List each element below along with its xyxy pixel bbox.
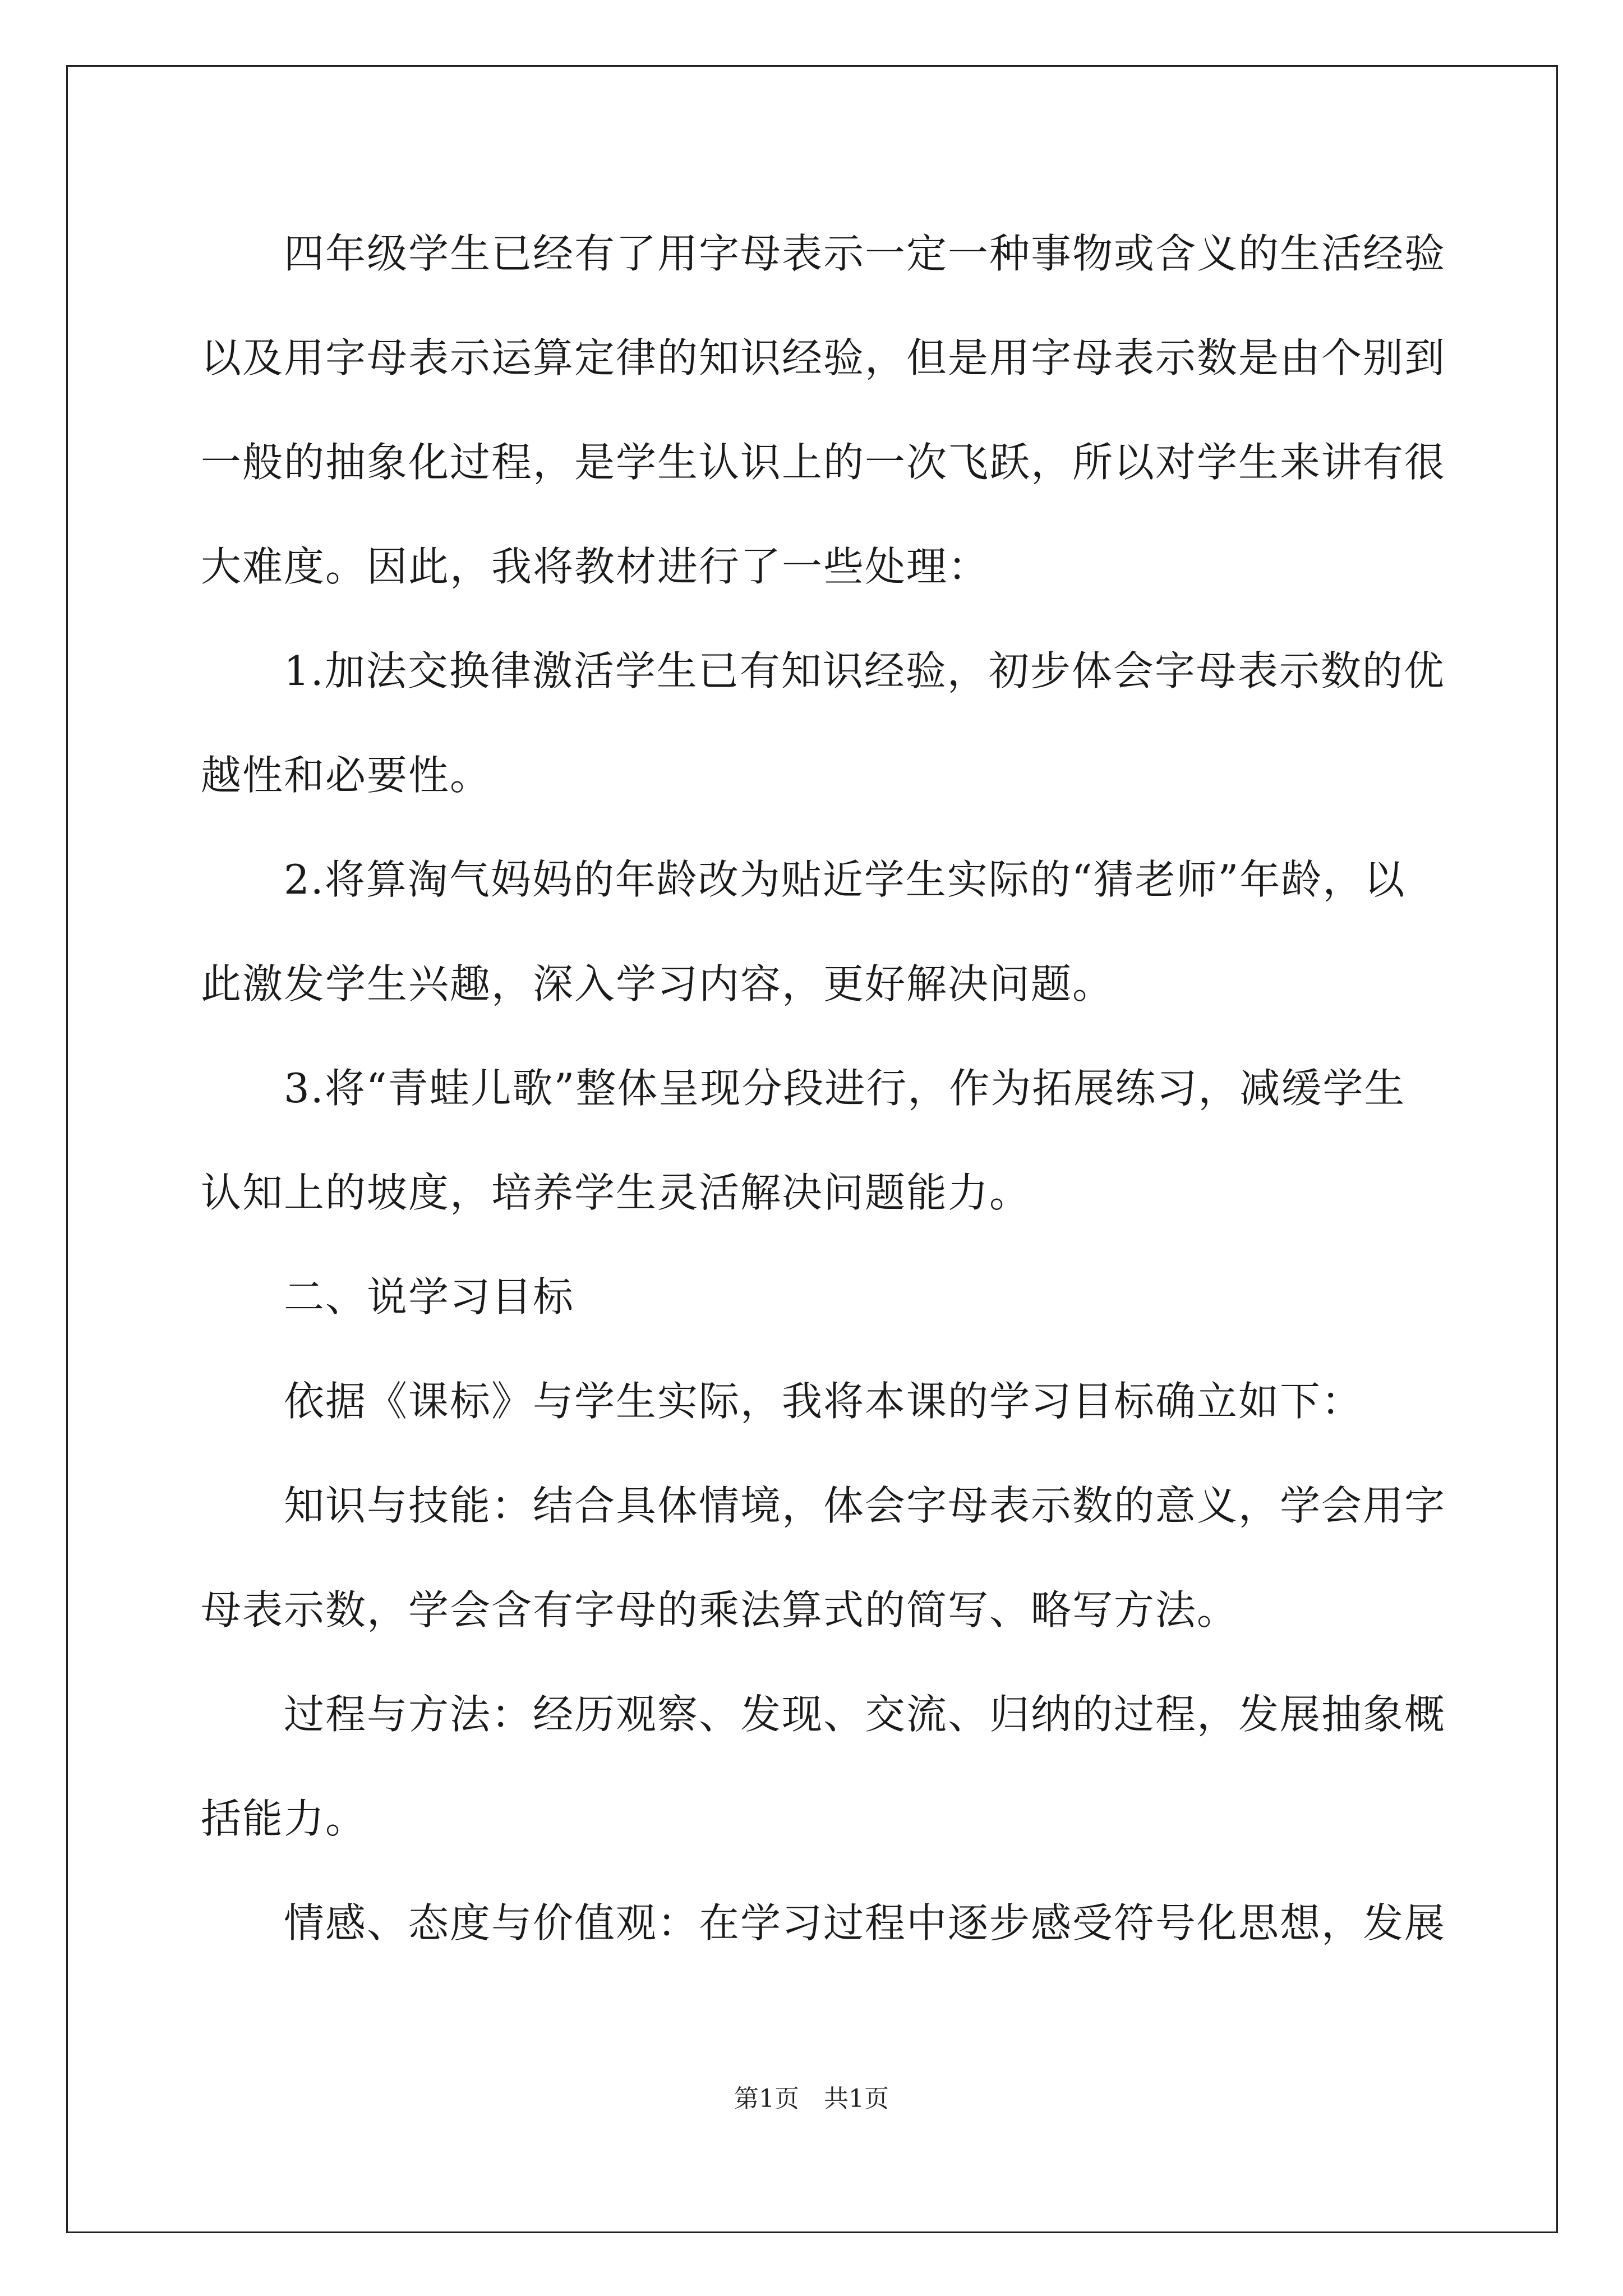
- text-line: 一般的抽象化过程，是学生认识上的一次飞跃，所以对学生来讲有很: [201, 439, 1446, 486]
- text-line: 依据《课标》与学生实际，我将本课的学习目标确立如下：: [201, 1378, 1363, 1425]
- text-line: 3.将“青蛙儿歌”整体呈现分段进行，作为拓展练习，减缓学生: [201, 1065, 1406, 1112]
- page-number: 第1页 共1页: [734, 2085, 889, 2113]
- text-line: 四年级学生已经有了用字母表示一定一种事物或含义的生活经验: [201, 230, 1446, 277]
- text-line: 母表示数，学会含有字母的乘法算式的简写、略写方法。: [201, 1586, 1239, 1634]
- text-line: 以及用字母表示运算定律的知识经验，但是用字母表示数是由个别到: [201, 334, 1446, 381]
- text-line: 越性和必要性。: [201, 752, 492, 799]
- text-line: 认知上的坡度，培养学生灵活解决问题能力。: [201, 1169, 1031, 1216]
- text-line: 此激发学生兴趣，深入学习内容，更好解决问题。: [201, 960, 1114, 1007]
- text-line: 过程与方法：经历观察、发现、交流、归纳的过程，发展抽象概: [201, 1691, 1446, 1738]
- text-line: 大难度。因此，我将教材进行了一些处理：: [201, 543, 990, 590]
- text-line: 情感、态度与价值观：在学习过程中逐步感受符号化思想，发展: [201, 1899, 1446, 1947]
- text-line: 2.将算淘气妈妈的年龄改为贴近学生实际的“猜老师”年龄，以: [201, 856, 1406, 903]
- text-line: 括能力。: [201, 1795, 367, 1842]
- text-line: 知识与技能：结合具体情境，体会字母表示数的意义，学会用字: [201, 1482, 1446, 1529]
- section-heading: 二、说学习目标: [201, 1273, 575, 1320]
- text-line: 1.加法交换律激活学生已有知识经验，初步体会字母表示数的优: [201, 647, 1445, 694]
